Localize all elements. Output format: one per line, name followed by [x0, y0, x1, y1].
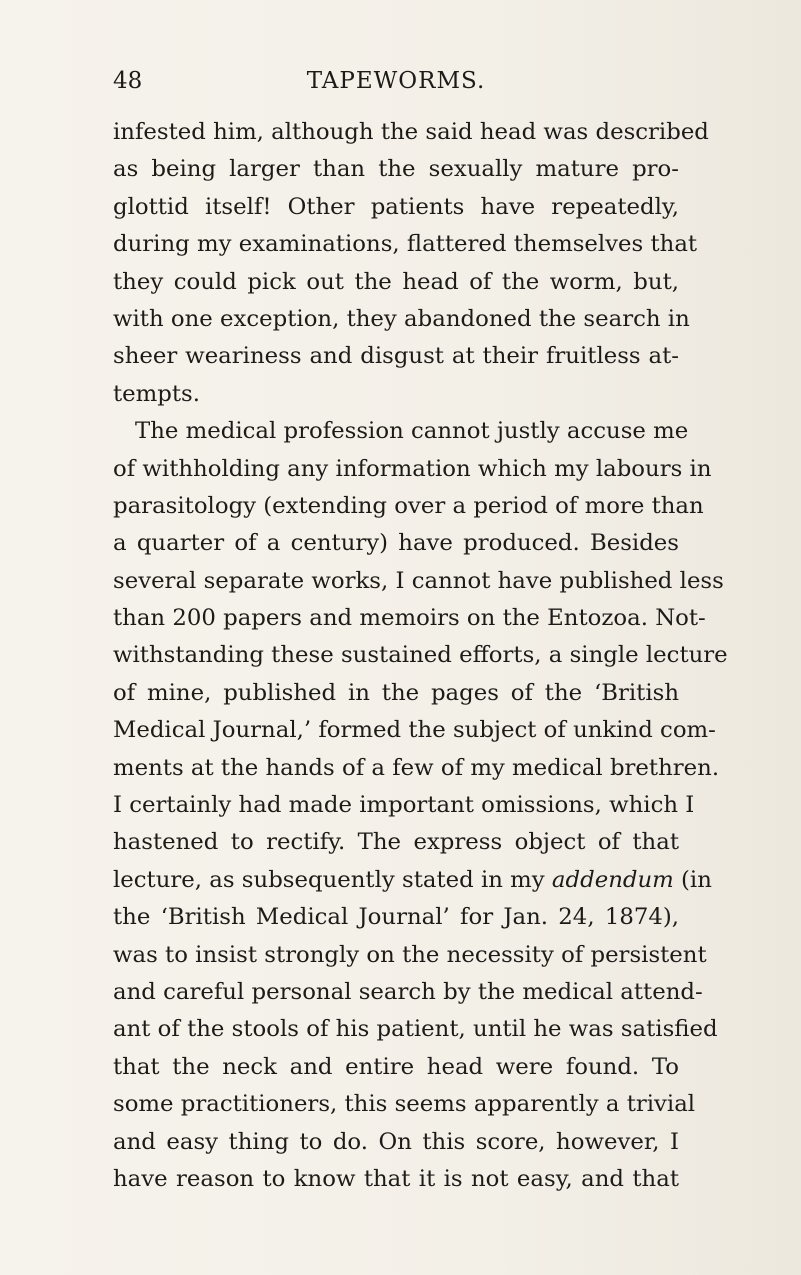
text-line: tempts. — [113, 380, 200, 407]
paragraph-start-line: The medical profession cannot justly accuse me — [135, 418, 689, 445]
text-line: glottid itself! Other patients have repeatedly, — [113, 193, 679, 220]
text-segment: (in — [681, 866, 712, 893]
text-line: and careful personal search by the medical attend- — [113, 978, 703, 1005]
page-header — [113, 68, 679, 98]
text-line: withstanding these sustained efforts, a single lecture — [113, 642, 728, 669]
text-line: a quarter of a century) have produced. Besides — [113, 530, 679, 557]
text-line: of withholding any information which my labours in — [113, 455, 712, 482]
text-line: ments at the hands of a few of my medical brethren. — [113, 754, 720, 781]
text-line: the ‘British Medical Journal’ for Jan. 24, 1874), — [113, 904, 679, 931]
text-line: have reason to know that it is not easy, and that — [113, 1165, 679, 1192]
text-line: several separate works, I cannot have published less — [113, 567, 724, 594]
text-line: with one exception, they abandoned the search in — [113, 305, 690, 332]
running-title: TAPEWORMS. — [306, 68, 486, 94]
body-text — [113, 114, 728, 1198]
text-line: sheer weariness and disgust at their fruitless at- — [113, 343, 679, 370]
text-line: some practitioners, this seems apparently a trivial — [113, 1091, 696, 1118]
text-line: ant of the stools of his patient, until he was satisfied — [113, 1016, 718, 1043]
text-line: as being larger than the sexually mature pro- — [113, 156, 679, 183]
text-line: hastened to rectify. The express object of that — [113, 829, 679, 856]
text-segment: lecture, as subsequently stated in my — [113, 866, 545, 893]
text-line: I certainly had made important omissions, which I — [113, 792, 695, 819]
text-line: than 200 papers and memoirs on the Entozoa. Not- — [113, 605, 706, 632]
text-line: and easy thing to do. On this score, however, I — [113, 1128, 679, 1155]
text-line: was to insist strongly on the necessity of persistent — [113, 941, 707, 968]
text-line: parasitology (extending over a period of more than — [113, 492, 704, 519]
text-line: of mine, published in the pages of the ‘British — [113, 679, 679, 706]
text-line: infested him, although the said head was described — [113, 119, 709, 145]
text-line: they could pick out the head of the worm, but, — [113, 268, 679, 295]
text-line-with-italic — [113, 862, 712, 899]
text-line: during my examinations, flattered themselves that — [113, 231, 698, 258]
text-line: Medical Journal,’ formed the subject of unkind com- — [113, 717, 716, 744]
page-number: 48 — [113, 68, 143, 94]
text-line: that the neck and entire head were found. To — [113, 1053, 679, 1080]
italic-word: addendum — [551, 866, 674, 893]
